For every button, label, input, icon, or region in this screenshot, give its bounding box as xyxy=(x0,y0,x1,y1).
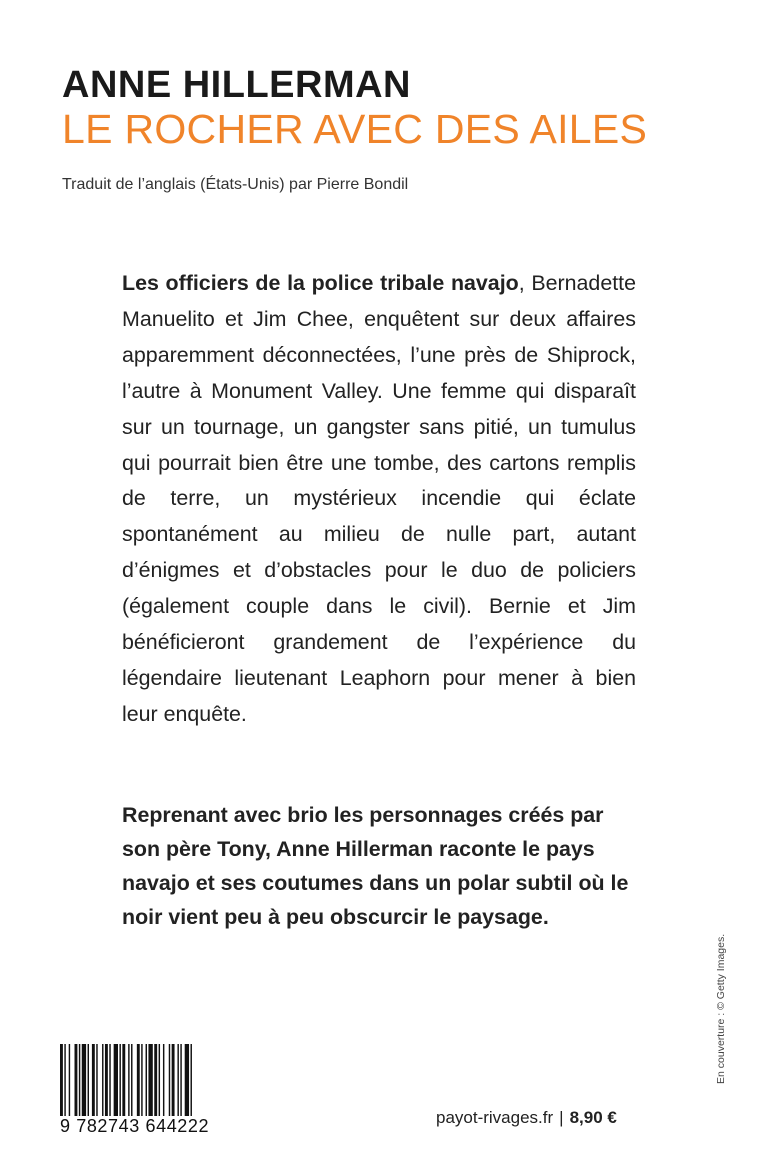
price: 8,90 € xyxy=(569,1108,617,1127)
synopsis-lead: Les officiers de la police tribale navajo xyxy=(122,271,519,295)
blurb: Reprenant avec brio les personnages créés par son père Tony, Anne Hillerman raconte le pays navajo et ses coutumes dans un polar subtil où le noir vient peu à peu obscurcir le paysage. xyxy=(122,803,629,929)
barcode-icon xyxy=(58,1044,244,1122)
author-name: ANNE HILLERMAN xyxy=(62,64,411,106)
synopsis-text: , Bernadette Manuelito et Jim Chee, enquêtent sur deux affaires apparemment déconnectées, l’une près de Shiprock, l’autre à Monument Valley. Une femme qui disparaît sur un tournage, un gangster sans pitié, un tumulus qui pourrait bien être une tombe, des cartons remplis de terre, un mystérieux incendie qui éclate spontanément au milieu de nulle part, autant d’énigmes et d’obstacles pour le duo de policiers (également couple dans le civil). Bernie et Jim bénéficieront grandement de l’expérience du légendaire lieutenant Leaphorn pour mener à bien leur enquête. xyxy=(122,271,636,726)
synopsis xyxy=(122,266,636,733)
footer xyxy=(436,1108,617,1128)
cover-image-credit: En couverture : © Getty Images. xyxy=(715,933,727,1084)
translator-credit: Traduit de l’anglais (États-Unis) par Pierre Bondil xyxy=(62,176,409,193)
isbn-barcode xyxy=(58,1044,244,1137)
book-title: LE ROCHER AVEC DES AILES xyxy=(62,106,648,152)
barcode-digits: 9 782743 644222 xyxy=(58,1116,246,1137)
footer-separator: | xyxy=(559,1108,564,1127)
publisher-website[interactable]: payot-rivages.fr xyxy=(436,1108,554,1127)
